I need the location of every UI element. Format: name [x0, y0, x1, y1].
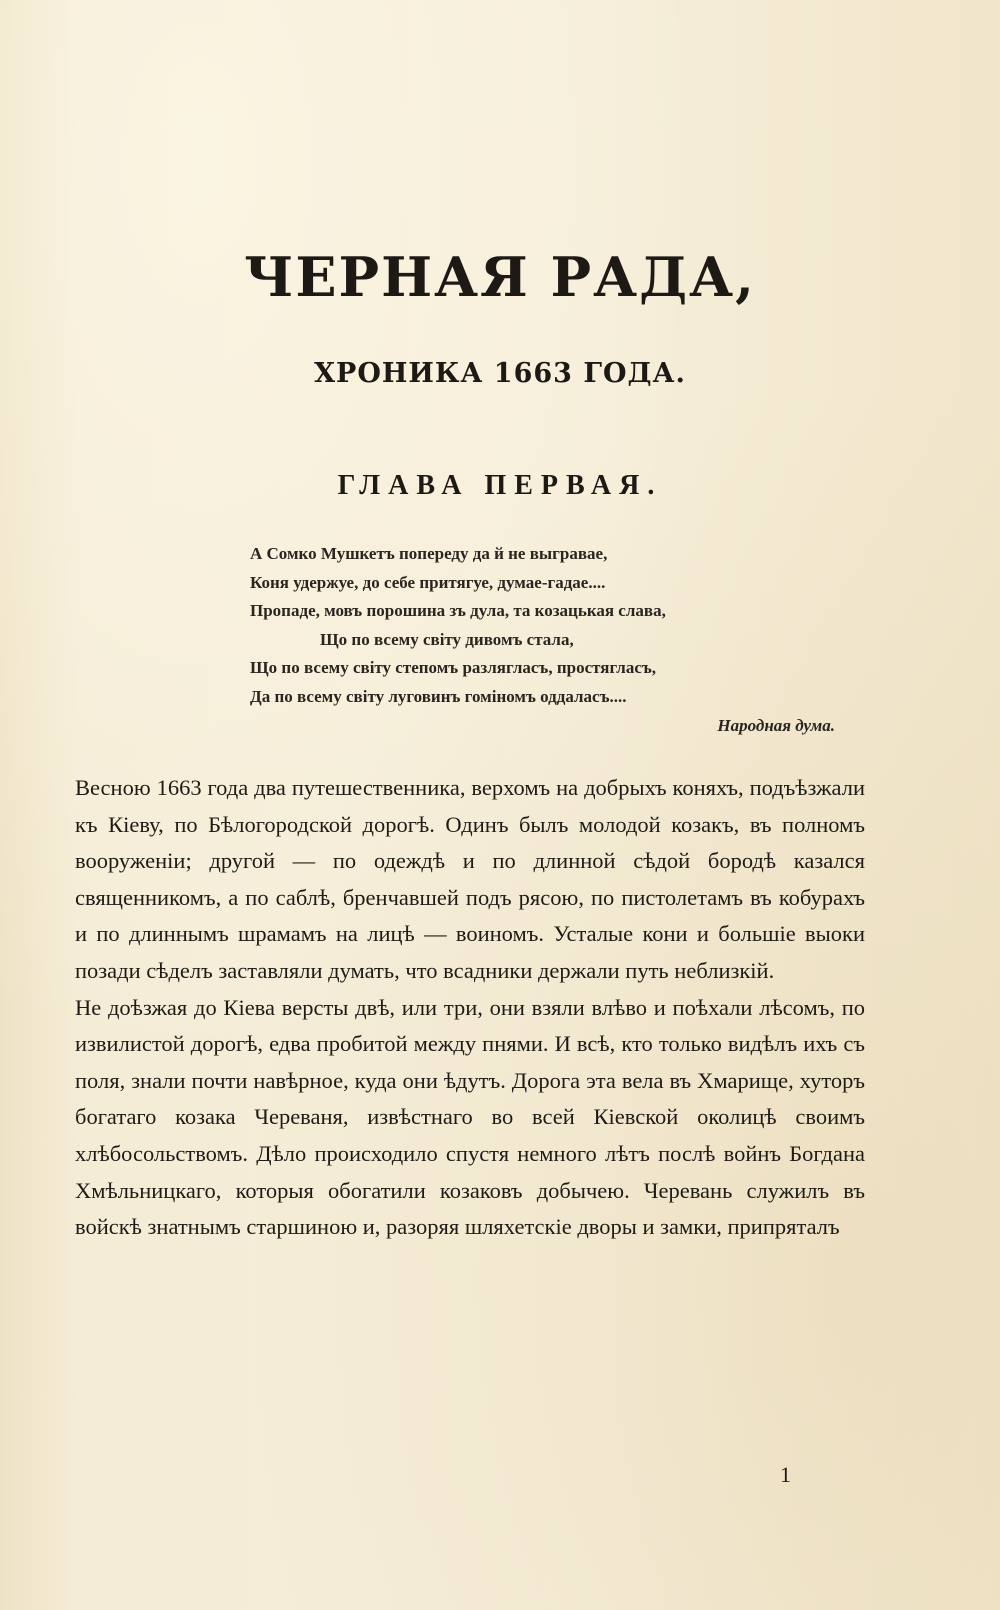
paragraph: Весною 1663 года два путешественника, верхомъ на добрыхъ коняхъ, подъѣзжали къ Кiеву, по Бѣлогородской дорогѣ. Одинъ былъ молодой козакъ, въ полномъ вооруженiи; другой — по одеждѣ и по длинной сѣдой бородѣ казался священникомъ, а по саблѣ, бренчавшей подъ рясою, по пистолетамъ въ кобурахъ и по длиннымъ шрамамъ на лицѣ — воиномъ. Усталые кони и большiе выоки позади сѣделъ заставляли думать, что всадники держали путь неблизкiй. — [75, 775, 865, 983]
page-subtitle: ХРОНИКА 1663 ГОДА. — [314, 358, 686, 389]
epigraph-line: А Сомко Мушкетъ попереду да й не выгравае, — [250, 544, 608, 563]
page-title: ЧЕРНАЯ РАДА, — [244, 245, 756, 309]
epigraph-line: Що по всему свiту дивомъ стала, — [320, 629, 574, 649]
epigraph-line: Да по всему свiту луговинъ гомiномъ оддаласъ.... — [250, 686, 627, 706]
epigraph-source: Народная дума. — [717, 715, 835, 735]
epigraph-line: Пропаде, мовъ порошина зъ дула, та козацькая слава, — [250, 601, 666, 621]
epigraph-line: Що по всему свiту степомъ разлягласъ, простягласъ, — [250, 658, 657, 678]
chapter-heading: ГЛАВА ПЕРВАЯ. — [337, 470, 663, 501]
paragraph: Не доѣзжая до Кiева версты двѣ, или три, они взяли влѣво и поѣхали лѣсомъ, по извилистой дорогѣ, едва пробитой между пнями. И всѣ, кто только видѣлъ ихъ съ поля, знали почти навѣрное, куда они ѣдутъ. Дорога эта вела въ Хмарище, хуторъ богатаго козака Череваня, извѣстнаго во всей Кiевской околицѣ своимъ хлѣбосольствомъ. Дѣло происходило спустя немного лѣтъ послѣ войнъ Богдана Хмѣльницкаго, которыя обогатили козаковъ добычею. Черевань служилъ въ войскѣ знатнымъ старшиною и, разоряя шляхетскiе дворы и замки, припряталъ — [75, 994, 865, 1240]
epigraph-line: Коня удержуе, до себе притягуе, думае-гадае.... — [250, 572, 606, 592]
body-text — [75, 770, 865, 1246]
page-number: 1 — [780, 1462, 791, 1487]
epigraph — [250, 540, 850, 740]
